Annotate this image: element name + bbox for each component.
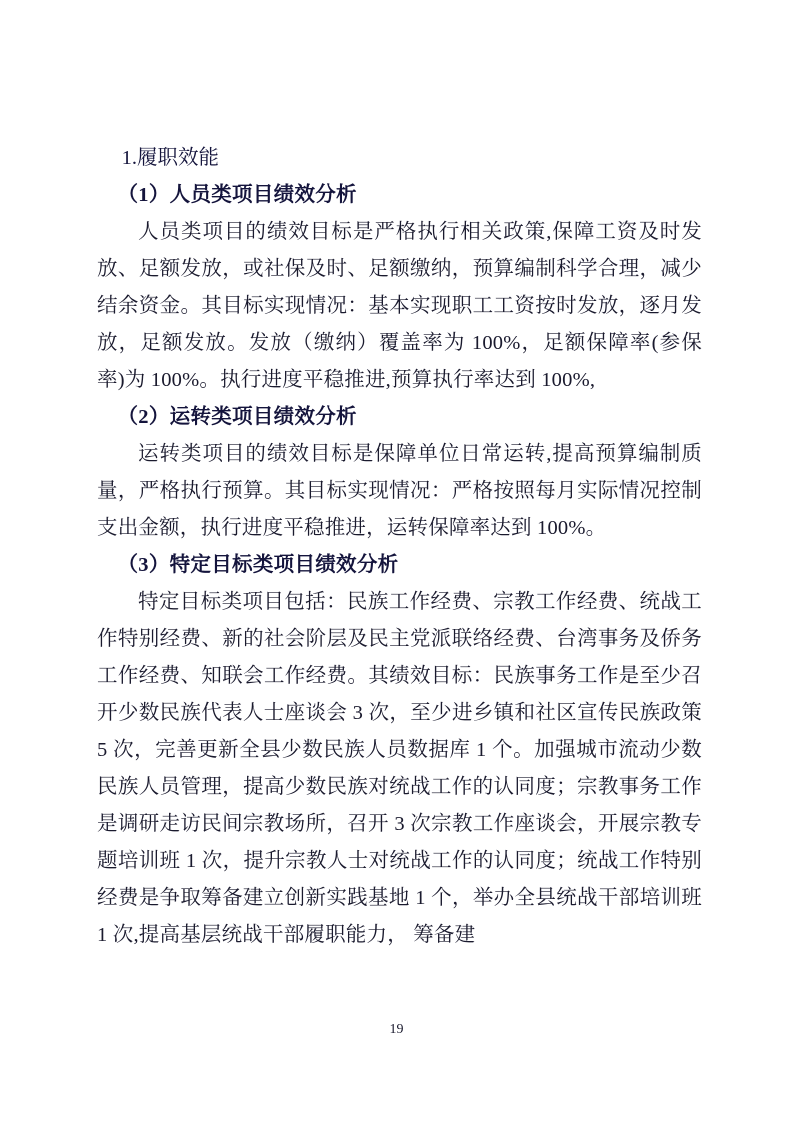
paragraph-2: 运转类项目的绩效目标是保障单位日常运转,提高预算编制质量，严格执行预算。其目标实现情况：严格按照每月实际情况控制支出金额，执行进度平稳推进，运转保障率达到 100%。	[97, 443, 702, 539]
paragraph-1: 人员类项目的绩效目标是严格执行相关政策,保障工资及时发放、足额发放，或社保及时、足额缴纳，预算编制科学合理，减少结余资金。其目标实现情况：基本实现职工工资按时发放，逐月发放，足额发放。发放（缴纳）覆盖率为 100%，足额保障率(参保率)为 100%。执行进度平稳推进,预算执行率达到 100%,	[97, 221, 702, 391]
page-number: 19	[389, 1022, 404, 1037]
section-number-heading: 1.履职效能	[121, 147, 219, 169]
subsection-heading-3: （3）特定目标类项目绩效分析	[117, 554, 399, 576]
paragraph-3: 特定目标类项目包括：民族工作经费、宗教工作经费、统战工作特别经费、新的社会阶层及民主党派联络经费、台湾事务及侨务工作经费、知联会工作经费。其绩效目标：民族事务工作是至少召开少数民族代表人士座谈会 3 次，至少进乡镇和社区宣传民族政策 5 次，完善更新全县少数民族人员数据库 1 个。加强城市流动少数民族人员管理，提高少数民族对统战工作的认同度；宗教事务工作是调研走访民间宗教场所，召开 3 次宗教工作座谈会，开展宗教专题培训班 1 次，提升宗教人士对统战工作的认同度；统战工作特别经费是争取筹备建立创新实践基地 1 个，举办全县统战干部培训班 1 次,提高基层统战干部履职能力， 筹备建	[97, 591, 702, 946]
document-body	[97, 140, 702, 954]
subsection-heading-1: （1）人员类项目绩效分析	[117, 184, 357, 206]
subsection-heading-2: （2）运转类项目绩效分析	[117, 406, 357, 428]
